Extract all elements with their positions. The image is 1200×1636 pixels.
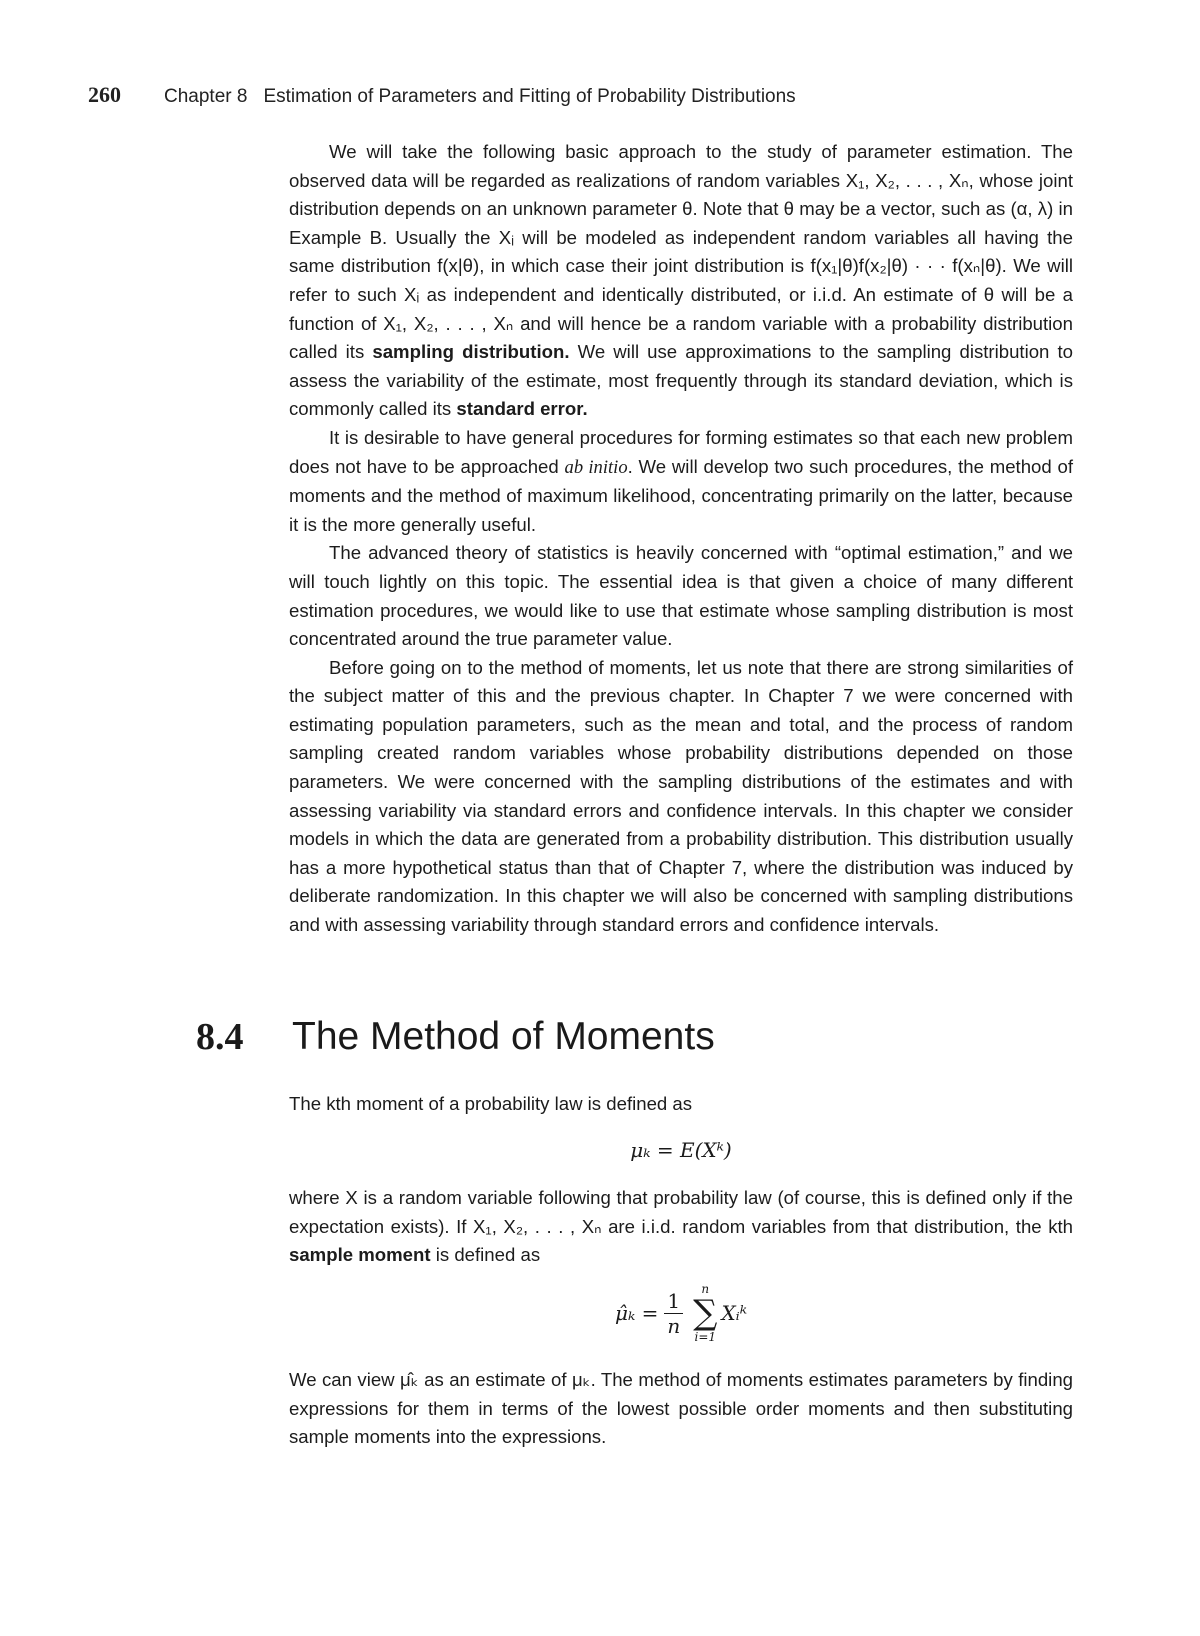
chapter-title: Estimation of Parameters and Fitting of Probability Distributions bbox=[263, 86, 796, 107]
section-title: The Method of Moments bbox=[292, 1015, 715, 1058]
text-run: We will use approximations to the sampling distribution to assess the variability of the estimate, most frequently through its standard deviation, which is commonly called its bbox=[289, 341, 1073, 420]
running-head bbox=[88, 82, 1088, 108]
bold-term: sampling distribution. bbox=[372, 341, 570, 363]
summation bbox=[693, 1282, 717, 1344]
bold-term: standard error. bbox=[456, 398, 588, 420]
section-heading bbox=[196, 1015, 715, 1059]
chapter-label: Chapter 8 bbox=[164, 86, 248, 107]
text-run: is defined as bbox=[430, 1244, 541, 1266]
sigma-icon: ∑ bbox=[693, 1293, 718, 1333]
intro-paragraph bbox=[289, 138, 1073, 424]
sample-moment-equation bbox=[289, 1282, 1073, 1352]
section-lead-in: The kth moment of a probability law is defined as bbox=[289, 1093, 693, 1114]
fraction-numerator: 1 bbox=[664, 1289, 683, 1314]
text-run: We will take the following basic approach to the study of parameter estimation. The observed data will be regarded as realizations of random variables X₁, X₂, . . . , Xₙ, whose joint distribution depends on an unknown parameter θ. Note that θ may be a vector, such as (α, λ) in Example B. Usually the Xᵢ will be modeled as independent random variables all having the same distribution f(x|θ), in which case their joint distribution is f(x₁|θ)f(x₂|θ) · · · f(xₙ|θ). We will refer to such Xᵢ as independent and identically distributed, or i.i.d. An estimate of θ will be a function of X₁, X₂, . . . , Xₙ and will hence be a random variable with a probability distribution called its bbox=[289, 141, 1073, 363]
intro-paragraph bbox=[289, 654, 1073, 940]
italic-term: ab initio bbox=[564, 456, 628, 478]
fraction bbox=[664, 1289, 683, 1338]
fraction-denominator: n bbox=[667, 1313, 681, 1338]
text-run: The advanced theory of statistics is heavily concerned with “optimal estimation,” and we will touch lightly on this topic. The essential idea is that given a choice of many different estimation procedures, we would like to use that estimate whose sampling distribution is most concentrated around the true parameter value. bbox=[289, 542, 1073, 650]
page-number: 260 bbox=[88, 82, 121, 107]
bold-term: sample moment bbox=[289, 1244, 431, 1266]
text-run: It is desirable to have general procedures for forming estimates so that each new problem does not have to be approached bbox=[289, 426, 1073, 477]
section-paragraph-2 bbox=[289, 1184, 1073, 1270]
summand: Xᵢᵏ bbox=[721, 1301, 747, 1325]
intro-text bbox=[289, 138, 1073, 940]
section-paragraph-3: We can view μ̂ₖ as an estimate of μₖ. The method of moments estimates parameters by finding expressions for them in terms of the lowest possible order moments and then substituting sample moments into the expressions. bbox=[289, 1369, 1073, 1448]
section-number: 8.4 bbox=[196, 1016, 244, 1058]
sum-lower-limit: i=1 bbox=[694, 1330, 717, 1344]
sum-upper-limit: n bbox=[701, 1282, 710, 1296]
text-run: . We will develop two such procedures, the method of moments and the method of maximum likelihood, concentrating primarily on the latter, because it is the more generally useful. bbox=[289, 455, 1073, 535]
text-run: where X is a random variable following that probability law (of course, this is defined only if the expectation exists). If X₁, X₂, . . . , Xₙ are i.i.d. random variables from that distribution, the kth bbox=[289, 1187, 1073, 1237]
moment-equation: μₖ = E(Xᵏ) bbox=[630, 1138, 732, 1162]
text-run: Before going on to the method of moments, let us note that there are strong similarities of the subject matter of this and the previous chapter. In Chapter 7 we were concerned with estimating population parameters, such as the mean and total, and the process of random sampling created random variables whose probability distributions depended on those parameters. We were concerned with the sampling distributions of the estimates and with assessing variability via standard errors and confidence intervals. In this chapter we consider models in which the data are generated from a probability distribution. This distribution usually has a more hypothetical status than that of Chapter 7, where the distribution was induced by deliberate randomization. In this chapter we will also be concerned with sampling distributions and with assessing variability through standard errors and confidence intervals. bbox=[289, 656, 1073, 936]
equation-lhs: μ̂ₖ = bbox=[615, 1301, 659, 1325]
intro-paragraph bbox=[289, 539, 1073, 653]
intro-paragraph bbox=[289, 424, 1073, 539]
